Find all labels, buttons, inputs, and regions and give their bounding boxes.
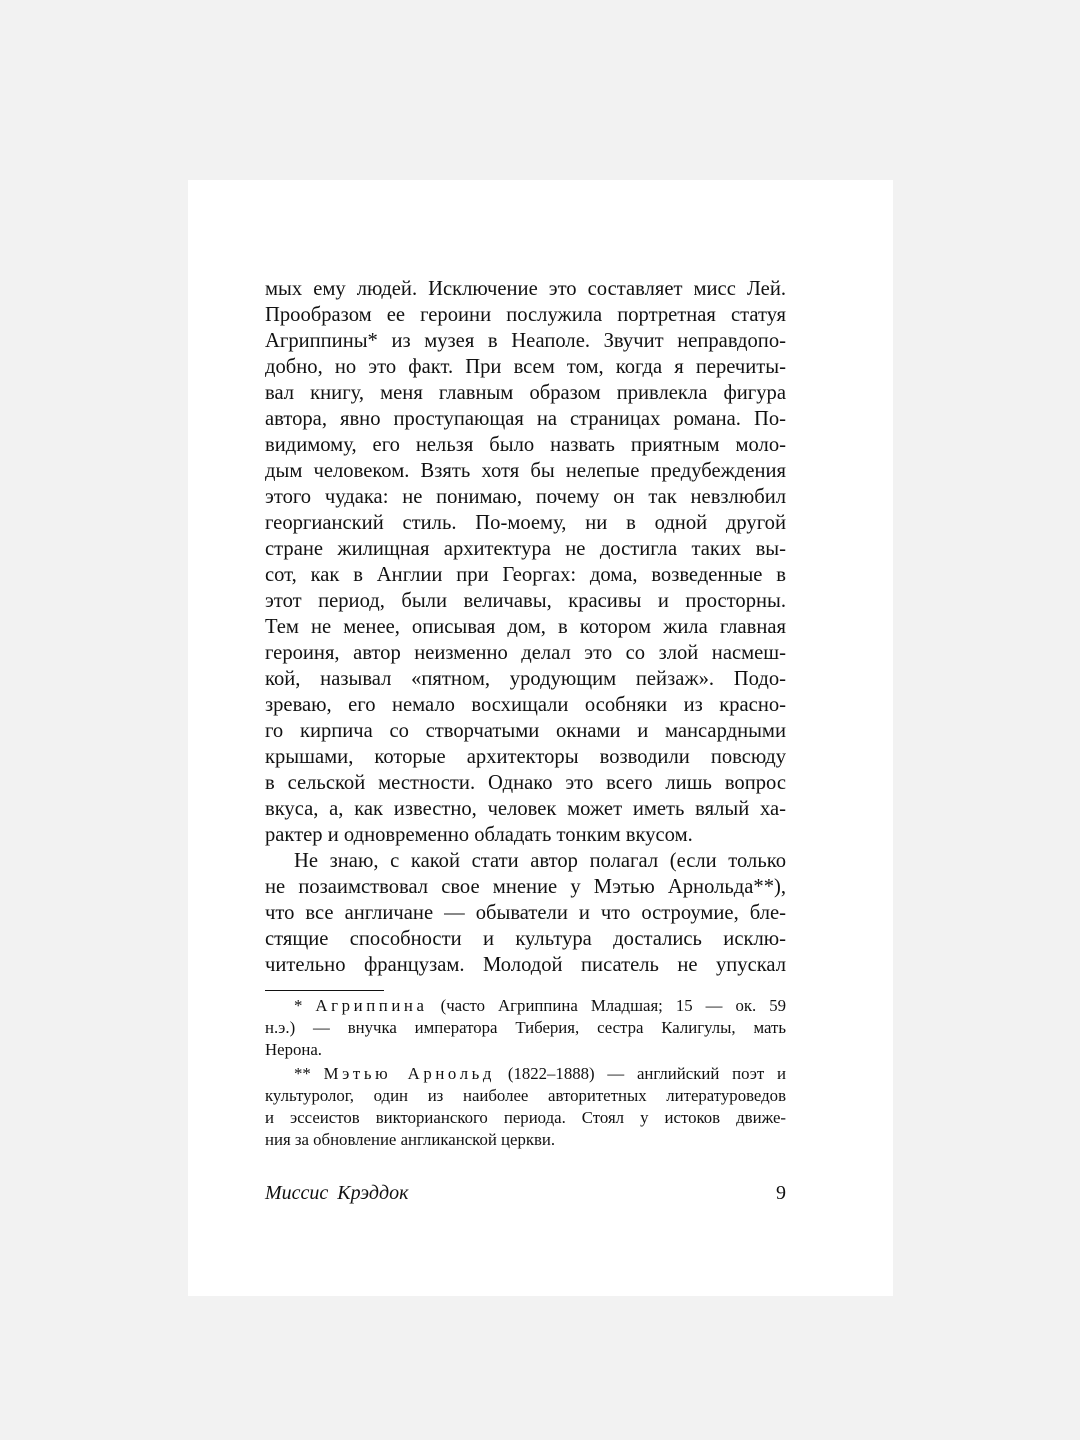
text-line: автора, явно проступающая на страницах романа. По- <box>265 408 786 430</box>
text-line: стране жилищная архитектура не достигла таких вы- <box>265 538 786 560</box>
footnote-name: Мэтью Арнольд <box>323 1064 496 1083</box>
footnote-marker: ** <box>294 1064 311 1083</box>
text-line: вкуса, а, как известно, человек может иметь вялый ха- <box>265 798 786 820</box>
footnote-divider <box>265 990 384 991</box>
text-line: рактер и одновременно обладать тонким вкусом. <box>265 824 693 846</box>
footnote-line: ния за обновление англиканской церкви. <box>265 1130 556 1149</box>
footnote-line: культуролог, один из наиболее авторитетных литературоведов <box>265 1086 786 1105</box>
text-line: сот, как в Англии при Георгах: дома, возведенные в <box>265 564 786 586</box>
footnote-marker: * <box>294 996 303 1015</box>
footnote-line: Нерона. <box>265 1040 322 1059</box>
footnotes <box>265 995 786 1151</box>
footnote-line: и эссеистов викторианского периода. Стоял у истоков движе- <box>265 1108 786 1127</box>
body-text <box>265 276 786 978</box>
text-line: в сельской местности. Однако это всего лишь вопрос <box>265 772 786 794</box>
text-line: Тем не менее, описывая дом, в котором жила главная <box>265 616 786 638</box>
page-number: 9 <box>776 1182 786 1204</box>
text-line: кой, называл «пятном, уродующим пейзаж». Подо- <box>265 668 786 690</box>
text-line: героиня, автор неизменно делал это со злой насмеш- <box>265 642 786 664</box>
running-title: Миссис Крэддок <box>265 1182 409 1204</box>
text-line: зреваю, его немало восхищали особняки из красно- <box>265 694 786 716</box>
text-line: дым человеком. Взять хотя бы нелепые предубеждения <box>265 460 786 482</box>
text-line: этот период, были величавы, красивы и просторны. <box>265 590 786 612</box>
text-line: чительно французам. Молодой писатель не упускал <box>265 954 786 976</box>
footnote-text: (часто Агриппина Младшая; 15 — ок. 59 <box>440 996 787 1015</box>
footnote-text: (1822–1888) — английский поэт и <box>507 1064 787 1083</box>
text-line: не позаимствовал свое мнение у Мэтью Арнольда**), <box>265 876 786 898</box>
page-footer <box>265 1178 786 1208</box>
text-line: этого чудака: не понимаю, почему он так невзлюбил <box>265 486 786 508</box>
footnote-line: н.э.) — внучка императора Тиберия, сестра Калигулы, мать <box>265 1018 786 1037</box>
text-line: Прообразом ее героини послужила портретная статуя <box>265 304 786 326</box>
footnote-line <box>265 1063 786 1085</box>
footnote-name: Агриппина <box>315 996 428 1015</box>
text-line: видимому, его нельзя было назвать приятным моло- <box>265 434 786 456</box>
text-line: стящие способности и культура достались исклю- <box>265 928 786 950</box>
text-line: что все англичане — обыватели и что остроумие, бле- <box>265 902 786 924</box>
footnote-line <box>265 995 786 1017</box>
text-line: Агриппины* из музея в Неаполе. Звучит неправдопо- <box>265 330 786 352</box>
text-line: вал книгу, меня главным образом привлекла фигура <box>265 382 786 404</box>
text-line: го кирпича со створчатыми окнами и мансардными <box>265 720 786 742</box>
text-line: добно, но это факт. При всем том, когда я перечиты- <box>265 356 786 378</box>
text-line: мых ему людей. Исключение это составляет мисс Лей. <box>265 278 786 300</box>
text-line: Не знаю, с какой стати автор полагал (если только <box>294 850 786 872</box>
text-line: крышами, которые архитекторы возводили повсюду <box>265 746 786 768</box>
text-line: георгианский стиль. По-моему, ни в одной другой <box>265 512 786 534</box>
